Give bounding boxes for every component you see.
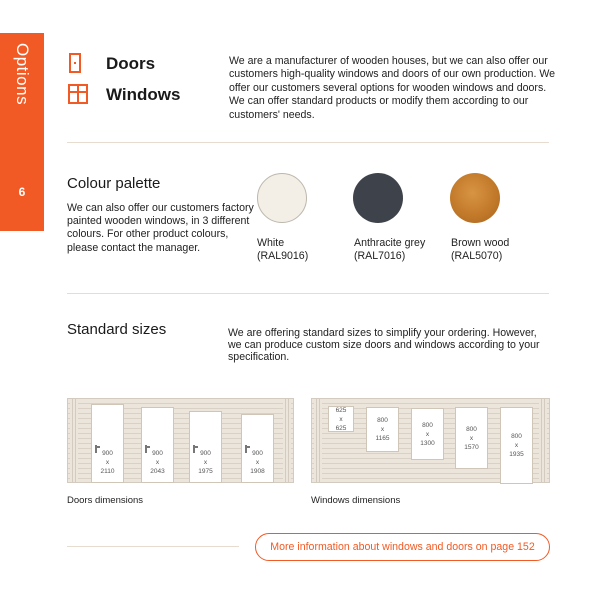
- window-opening: 800 x 1300: [411, 408, 444, 460]
- swatch-white-label: [257, 237, 308, 263]
- swatch-code: (RAL7016): [354, 250, 406, 263]
- window-opening: 625 x 625: [328, 406, 354, 432]
- window-icon: [68, 84, 88, 104]
- door-handle-icon: [193, 445, 198, 453]
- door-opening: 900 x 1908: [241, 414, 274, 483]
- window-opening: 800 x 1570: [455, 407, 488, 469]
- doors-title: Doors: [106, 54, 156, 73]
- door-handle-icon: [95, 445, 100, 453]
- doors-caption: Doors dimensions: [67, 495, 144, 506]
- swatch-anthracite-label: [354, 237, 425, 263]
- swatch-brown-wood: [450, 173, 500, 223]
- swatch-white: [257, 173, 307, 223]
- swatch-name: Anthracite grey: [354, 237, 426, 249]
- colour-palette-title: Colour palette: [67, 175, 161, 192]
- divider: [67, 546, 239, 547]
- windows-diagram: [311, 398, 550, 483]
- door-handle-icon: [145, 445, 150, 453]
- colour-palette-description: We can also offer our customers factory painted wooden windows, in 3 different colours. For other product colours, please contact the manager.: [67, 202, 254, 254]
- swatch-name: Brown wood: [451, 237, 510, 249]
- page-number: 6: [18, 185, 26, 199]
- window-opening: 800 x 1935: [500, 407, 533, 484]
- door-opening: 900 x 2043: [141, 407, 174, 483]
- door-handle-icon: [245, 445, 250, 453]
- standard-sizes-title: Standard sizes: [67, 321, 167, 338]
- divider: [67, 293, 549, 294]
- standard-sizes-description: We are offering standard sizes to simplify your ordering. However, we can produce custom size doors and windows according to your specification.: [228, 327, 540, 364]
- divider: [67, 142, 549, 143]
- door-opening: 900 x 1975: [189, 411, 222, 483]
- section-label: Options: [13, 43, 32, 106]
- swatch-anthracite-grey: [353, 173, 403, 223]
- intro-paragraph: We are a manufacturer of wooden houses, but we can also offer our customers high-quality windows and doors of our own production. We offer our customers several options for wooden windows and doors. We can offer standard products or modify them according to our customers' needs.: [229, 55, 556, 121]
- door-icon: [69, 53, 81, 73]
- swatch-code: (RAL5070): [451, 250, 503, 263]
- windows-caption: Windows dimensions: [311, 495, 401, 506]
- swatch-name: White: [257, 237, 285, 249]
- window-opening: 800 x 1165: [366, 407, 399, 452]
- doors-diagram: [67, 398, 294, 483]
- section-side-tab: [0, 33, 44, 231]
- door-opening: 900 x 2110: [91, 404, 124, 483]
- more-info-link[interactable]: More information about windows and doors on page 152: [255, 533, 550, 561]
- swatch-brown-label: [451, 237, 509, 263]
- windows-title: Windows: [106, 85, 181, 104]
- swatch-code: (RAL9016): [257, 250, 309, 263]
